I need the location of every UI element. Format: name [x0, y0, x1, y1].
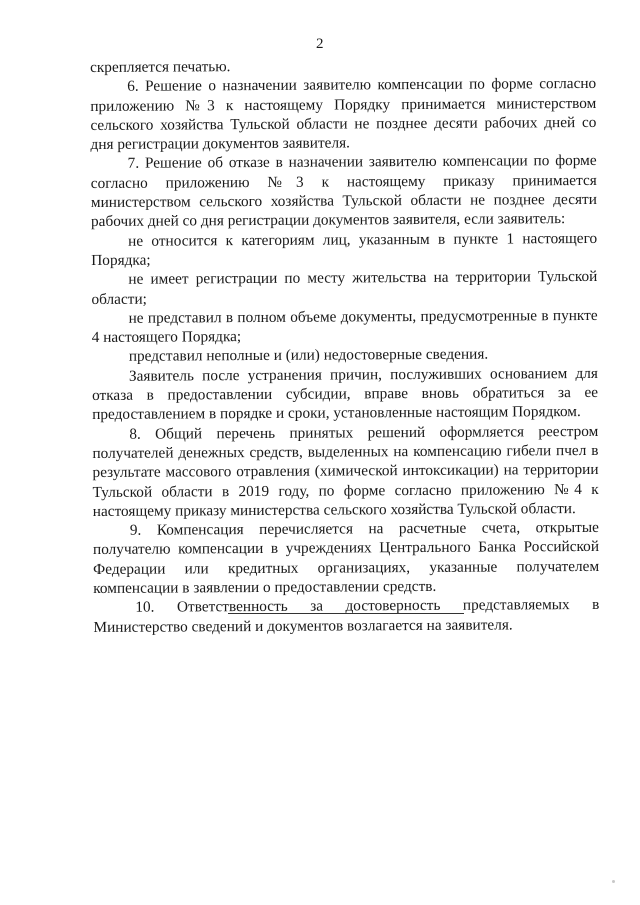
paragraph-condition-registration: не имеет регистрации по месту жительства на территории Тульской области; — [91, 268, 598, 308]
paragraph-item-7: 7. Решение об отказе в назначении заявителю компенсации по форме согласно приложению №3 к настоящему приказу принимается министерством сельского хозяйства Тульской области не позднее десяти рабочих дней со дня регистрации документов заявителя, если заявитель: — [90, 152, 597, 231]
page-number: 2 — [316, 36, 324, 52]
document-body — [90, 55, 600, 637]
paragraph-item-9: 9. Компенсация перечисляется на расчетные счета, открытые получателю компенсации в учреждениях Центрального Банка Российской Федерации или кредитных организациях, указанные получателем компенсации в заявлении о предоставлении средств. — [92, 519, 600, 598]
paragraph-continuation: скрепляется печатью. — [90, 58, 231, 76]
paragraph-condition-category: не относится к категориям лиц, указанным в пункте 1 настоящего Порядка; — [91, 229, 598, 269]
paragraph-item-8: 8. Общий перечень принятых решений оформляется реестром получателей денежных средств, выделенных на компенсацию гибели пчел в результате массового отравления (химической интоксикации) на территории Тульской области в 2019 году, по форме согласно приложению №4 к настоящему приказу министерства сельского хозяйства Тульской области. — [92, 422, 599, 520]
paragraph-reapply: Заявитель после устранения причин, послуживших основанием для отказа в предоставлении субсидии, вправе вновь обратиться за ее предоставлением в порядке и сроки, установленные настоящим Порядком. — [92, 364, 599, 424]
paragraph-item-6: 6. Решение о назначении заявителю компенсации по форме согласно приложению №3 к настоящему Порядку принимается министерством сельского хозяйства Тульской области не позднее десяти рабочих дней со дня регистрации документов заявителя. — [90, 75, 597, 154]
end-separator-line — [228, 613, 464, 614]
paragraph-item-10: 10. Ответственность за достоверность представляемых в Министерство сведений и документов возлагается на заявителя. — [93, 596, 600, 636]
paragraph-condition-incomplete-info: представил неполные и (или) недостоверные сведения. — [128, 346, 489, 366]
paragraph-condition-documents: не представил в полном объеме документы, предусмотренные в пункте 4 настоящего Порядка; — [91, 306, 598, 347]
scan-speck — [612, 880, 615, 883]
